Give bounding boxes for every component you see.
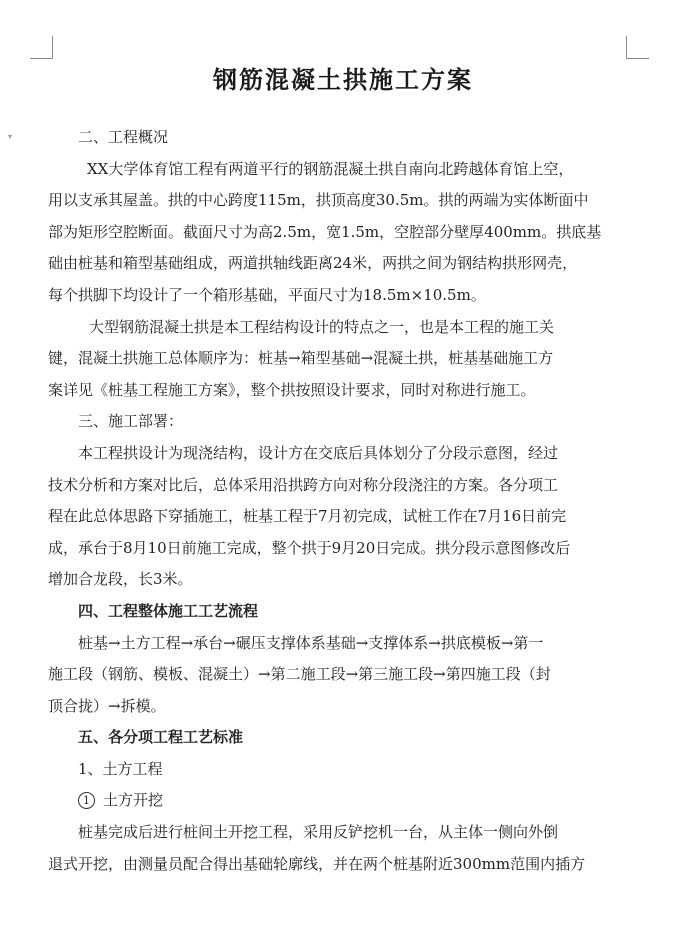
document-title: 钢筋混凝土拱施工方案 xyxy=(213,65,473,94)
paragraph-line: 本工程拱设计为现浇结构，设计方在交底后具体划分了分段示意图，经过 xyxy=(78,443,559,462)
paragraph-line: 退式开挖，由测量员配合得出基础轮廓线，并在两个桩基附近300mm范围内插方 xyxy=(48,854,586,873)
page-corner-mark-top-left xyxy=(30,36,53,59)
paragraph-line: XX大学体育馆工程有两道平行的钢筋混凝土拱自南向北跨越体育馆上空， xyxy=(87,159,574,178)
paragraph-line: 顶合拢）→拆模。 xyxy=(48,696,166,715)
paragraph-line: 大型钢筋混凝土拱是本工程结构设计的特点之一，也是本工程的施工关 xyxy=(89,317,555,336)
document-body xyxy=(48,122,632,880)
section-heading-standards: 五、各分项工程工艺标准 xyxy=(78,728,244,747)
section-heading-deployment: 三、施工部署： xyxy=(78,412,184,431)
paragraph-line: 成，承台于8月10日前施工完成，整个拱于9月20日完成。拱分段示意图修改后 xyxy=(48,538,571,557)
paragraph-line: 每个拱脚下均设计了一个箱形基础，平面尺寸为18.5m×10.5m。 xyxy=(48,285,486,304)
paragraph-line: 施工段（钢筋、模板、混凝土）→第二施工段→第三施工段→第四施工段（封 xyxy=(48,665,551,684)
collapse-marker-icon[interactable]: ▾ xyxy=(8,132,13,141)
subsection-heading-earthwork: 1、土方工程 xyxy=(78,759,163,778)
sub-item-excavation xyxy=(48,785,632,817)
paragraph-line: 增加合龙段，长3米。 xyxy=(48,570,193,589)
paragraph-line: 程在此总体思路下穿插施工，桩基工程于7月初完成，试桩工作在7月16日前完 xyxy=(48,507,567,526)
paragraph-line: 键，混凝土拱施工总体顺序为：桩基→箱型基础→混凝土拱，桩基基础施工方 xyxy=(48,349,554,368)
paragraph-line: 础由桩基和箱型基础组成，两道拱轴线距离24米，两拱之间为钢结构拱形网壳， xyxy=(48,254,578,273)
paragraph-line: 技术分析和方案对比后，总体采用沿拱跨方向对称分段浇注的方案。各分项工 xyxy=(48,475,559,494)
section-heading-overview: 二、工程概况 xyxy=(78,128,169,146)
paragraph-line: 桩基→土方工程→承台→碾压支撑体系基础→支撑体系→拱底模板→第一 xyxy=(78,633,544,652)
page-corner-mark-top-right xyxy=(626,36,649,59)
paragraph-line: 案详见《桩基工程施工方案》，整个拱按照设计要求，同时对称进行施工。 xyxy=(48,380,536,399)
section-heading-process-flow: 四、工程整体施工工艺流程 xyxy=(78,601,259,620)
circled-number-one: 1 xyxy=(78,792,95,809)
paragraph-line: 桩基完成后进行桩间土开挖工程，采用反铲挖机一台，从主体一侧向外倒 xyxy=(78,823,559,842)
sub-item-label: 土方开挖 xyxy=(103,791,164,810)
paragraph-line: 用以支承其屋盖。拱的中心跨度115m，拱顶高度30.5m。拱的两端为实体断面中 xyxy=(48,191,589,210)
paragraph-line: 部为矩形空腔断面。截面尺寸为高2.5m，宽1.5m，空腔部分壁厚400mm。拱底基 xyxy=(48,222,602,241)
